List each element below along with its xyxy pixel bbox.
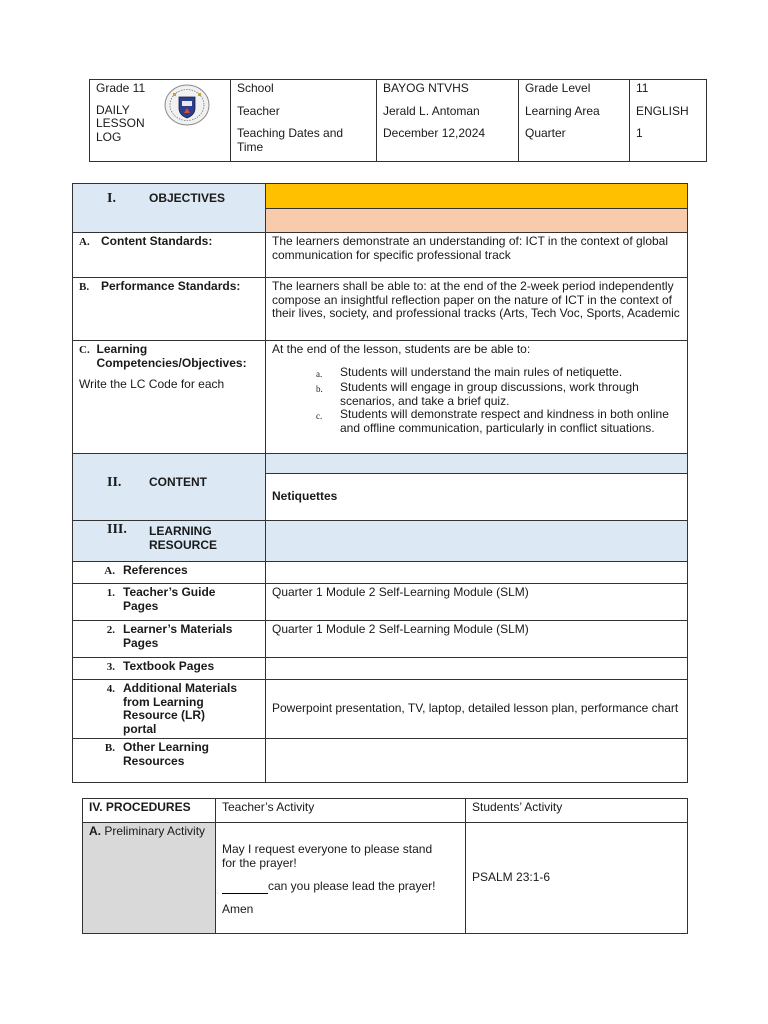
grade-level-value: 11: [636, 81, 649, 95]
content-standards-letter: A.: [79, 236, 90, 248]
textbook-value: [266, 658, 688, 680]
learning-area-label: Learning Area: [525, 103, 600, 118]
quarter-value: 1: [636, 126, 643, 140]
list-item: b. Students will engage in group discussions, work through scenarios, and take a brief quiz.: [316, 380, 639, 408]
header-table: [89, 79, 707, 162]
psalm-text: PSALM 23:1-6: [472, 870, 551, 885]
performance-standards-letter: B.: [79, 281, 90, 293]
competencies-intro: At the end of the lesson, students are be able to:: [272, 342, 531, 356]
school-label: School: [237, 81, 274, 95]
procedures-title: IV. PROCEDURES: [83, 799, 216, 823]
list-item: c. Students will demonstrate respect and kindness in both online and offline communication, particularly in conflict situations.: [316, 407, 669, 435]
student-activity-cell: [466, 823, 688, 934]
grade-level-label: Grade Level: [525, 81, 591, 95]
objectives-peach-bar: [266, 208, 688, 233]
resources-blue-bar: [266, 521, 688, 562]
content-roman: II.: [107, 475, 122, 490]
references-value: [266, 562, 688, 584]
prayer-lead: can you please lead the prayer!: [222, 880, 459, 894]
competencies-label: C. Learning Competencies/Objectives: Write the LC Code for each: [73, 341, 266, 454]
references-label: A. References: [73, 562, 266, 584]
objectives-title: OBJECTIVES: [149, 191, 226, 205]
other-resources-value: [266, 739, 688, 783]
objectives-roman: I.: [107, 191, 116, 206]
labels-cell: [231, 80, 377, 162]
additional-materials-value: Powerpoint presentation, TV, laptop, detailed lesson plan, performance chart: [266, 680, 688, 739]
grade-label: Grade 11: [96, 81, 146, 95]
dates-value: December 12,2024: [383, 126, 486, 140]
objectives-heading: [73, 184, 266, 233]
teacher-value: Jerald L. Antoman: [383, 103, 480, 118]
teachers-guide-value: Quarter 1 Module 2 Self-Learning Module (SLM): [266, 584, 688, 621]
school-value: BAYOG NTVHS: [383, 81, 469, 95]
students-activity-header: Students’ Activity: [466, 799, 688, 823]
content-standards-text: The learners demonstrate an understanding of: ICT in the context of global communication for specific professional track: [266, 233, 688, 278]
list-item: a. Students will understand the main rules of netiquette.: [316, 364, 623, 379]
values-cell: [377, 80, 519, 162]
competencies-list: [272, 366, 681, 436]
school-seal-icon: [164, 84, 210, 126]
textbook-label: 3. Textbook Pages: [73, 658, 266, 680]
lc-code-note: Write the LC Code for each: [79, 377, 225, 391]
learning-area-value: ENGLISH: [636, 103, 689, 118]
resources-roman: III.: [107, 522, 127, 537]
procedures-table: [82, 798, 688, 934]
teacher-activity-cell: [216, 823, 466, 934]
teacher-activity-header: Teacher’s Activity: [216, 799, 466, 823]
grade-cell: [90, 80, 231, 162]
additional-materials-label: 4. Additional Materials from Learning Resource (LR) portal: [73, 680, 266, 739]
objectives-yellow-bar: [266, 184, 688, 209]
teacher-label: Teacher: [237, 103, 280, 118]
competencies-letter: C.: [79, 344, 90, 356]
performance-standards-label: B. Performance Standards:: [73, 278, 266, 341]
resources-title: LEARNING RESOURCE: [149, 524, 218, 552]
log-title: DAILY LESSON LOG: [96, 102, 145, 144]
other-resources-label: B. Other Learning Resources: [73, 739, 266, 783]
content-value: Netiquettes: [266, 474, 688, 521]
learners-materials-value: Quarter 1 Module 2 Self-Learning Module (SLM): [266, 621, 688, 658]
amen-line: Amen: [222, 901, 254, 916]
teachers-guide-label: 1. Teacher’s Guide Pages: [73, 584, 266, 621]
lesson-table: [72, 183, 688, 783]
resources-heading: [73, 521, 266, 562]
prayer-request: May I request everyone to please stand for the prayer!: [222, 842, 433, 870]
values2-cell: [630, 80, 707, 162]
performance-standards-text: The learners shall be able to: at the end of the 2-week period independently compose an insightful reflection paper on the nature of ICT in the context of their lives, society, and professional tracks (Arts, Tech Voc, Sports, Academic: [266, 278, 688, 341]
blank-line: [222, 882, 268, 894]
preliminary-activity-label: A. Preliminary Activity: [83, 823, 216, 934]
dates-label: Teaching Dates and Time: [237, 126, 344, 154]
quarter-label: Quarter: [525, 126, 566, 140]
content-blue-bar: [266, 454, 688, 474]
competencies-cell: [266, 341, 688, 454]
content-standards-label: A. Content Standards:: [73, 233, 266, 278]
content-title: CONTENT: [149, 475, 207, 489]
labels2-cell: [519, 80, 630, 162]
learners-materials-label: 2. Learner’s Materials Pages: [73, 621, 266, 658]
content-heading: [73, 454, 266, 521]
